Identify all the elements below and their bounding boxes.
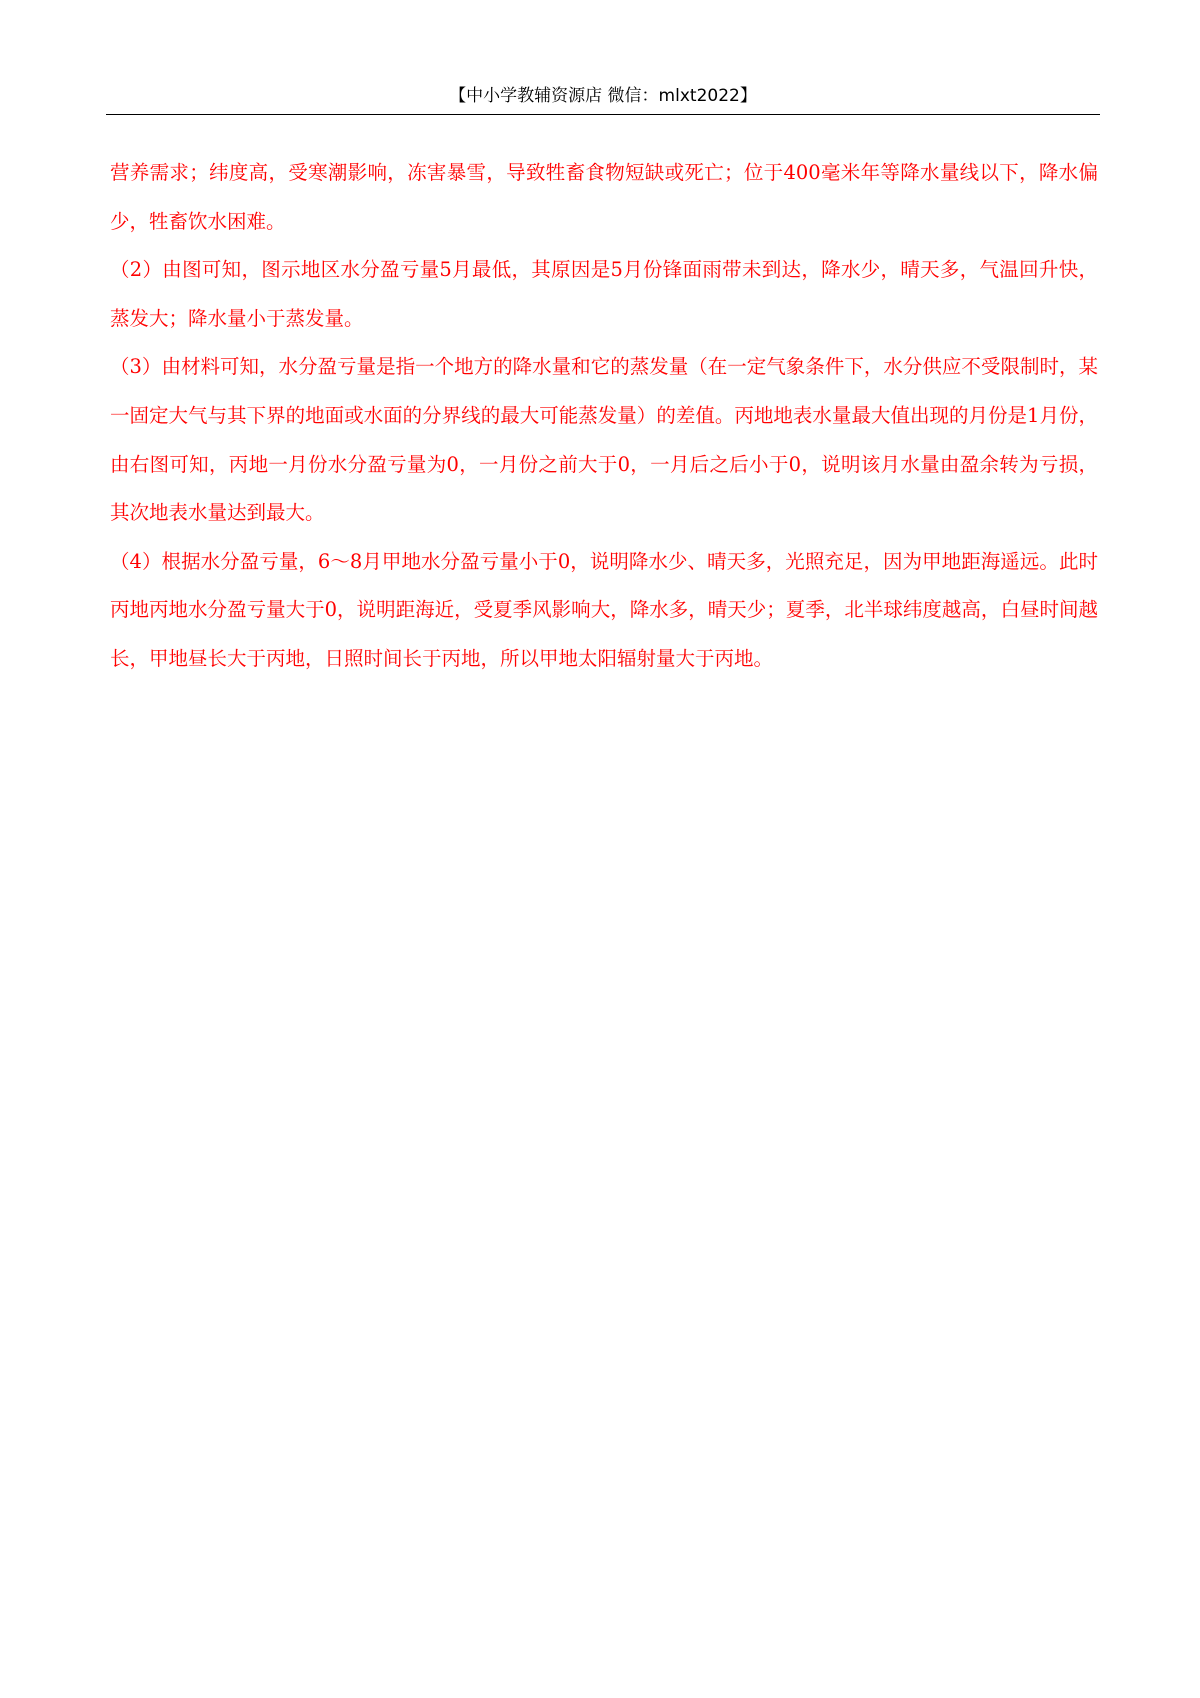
paragraph-question-2: （2）由图可知，图示地区水分盈亏量5月最低，其原因是5月份锋面雨带未到达，降水少，晴天多，气温回升快，蒸发大；降水量小于蒸发量。 <box>110 258 1098 330</box>
header-text: 【中小学教辅资源店 微信：mlxt2022】 <box>449 86 757 106</box>
page-header <box>106 84 1100 115</box>
answer-content <box>110 149 1098 684</box>
paragraph-question-3: （3）由材料可知，水分盈亏量是指一个地方的降水量和它的蒸发量（在一定气象条件下，水分供应不受限制时，某一固定大气与其下界的地面或水面的分界线的最大可能蒸发量）的差值。丙地地表水量最大值出现的月份是1月份，由右图可知，丙地一月份水分盈亏量为0，一月份之前大于0，一月后之后小于0，说明该月水量由盈余转为亏损，其次地表水量达到最大。 <box>110 355 1098 525</box>
paragraph-question-4: （4）根据水分盈亏量，6～8月甲地水分盈亏量小于0，说明降水少、晴天多，光照充足，因为甲地距海遥远。此时丙地丙地水分盈亏量大于0，说明距海近，受夏季风影响大，降水多，晴天少；夏季，北半球纬度越高，白昼时间越长，甲地昼长大于丙地，日照时间长于丙地，所以甲地太阳辐射量大于丙地。 <box>110 549 1098 670</box>
paragraph-continued: 营养需求；纬度高，受寒潮影响，冻害暴雪，导致牲畜食物短缺或死亡；位于400毫米年等降水量线以下，降水偏少，牲畜饮水困难。 <box>110 161 1098 233</box>
